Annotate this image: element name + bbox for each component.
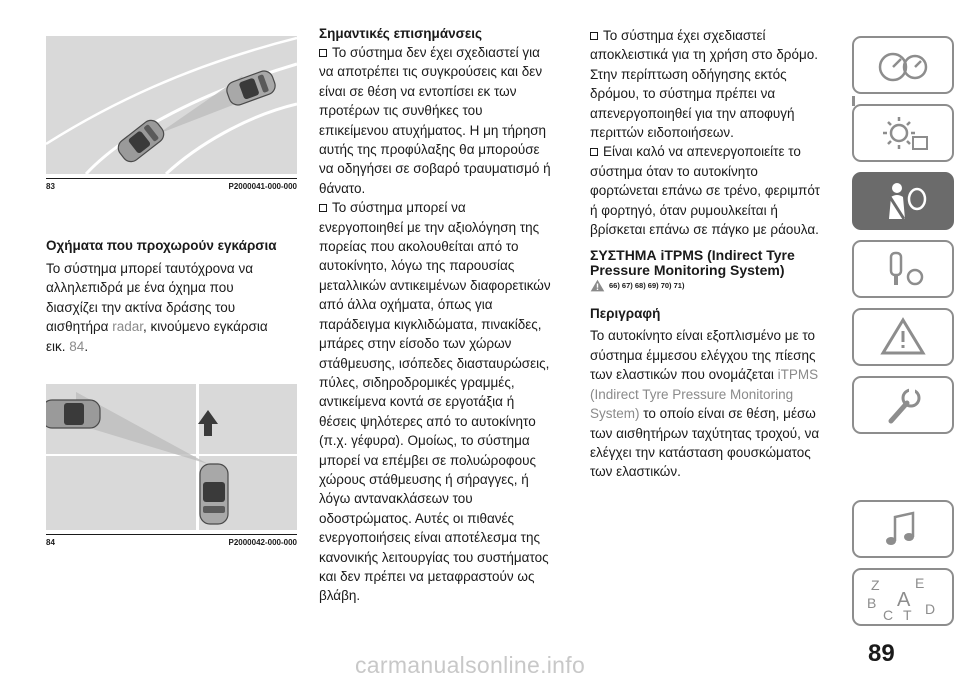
body-line: σύστημα όταν το αυτοκίνητο xyxy=(590,163,758,179)
body-line: θέσεις ψηλότερες από το αυτοκίνητο xyxy=(319,413,536,429)
music-icon xyxy=(873,507,933,551)
body-line: προτέρων τις συνθήκες του xyxy=(319,103,483,119)
body-line: οδοστρώματος. Αυτές οι πιθανές xyxy=(319,510,515,526)
body-line: αντικείμενα κοντά σε εργοτάξια ή xyxy=(319,394,515,410)
sidebar-tab-index[interactable] xyxy=(852,568,954,626)
body-line: δρόμου, το σύστημα πρέπει να xyxy=(590,86,776,102)
body-line: Το αυτοκίνητο είναι εξοπλισμένο με το xyxy=(590,328,816,344)
body-line: των ελαστικών. xyxy=(590,464,681,480)
checkbox-icon xyxy=(590,32,598,40)
tpms-heading-line: Pressure Monitoring System) xyxy=(590,262,785,279)
checkbox-icon xyxy=(319,49,327,57)
body-line: εικ. 84. xyxy=(46,338,89,354)
important-notes-section xyxy=(319,26,573,606)
crossing-car-illustration xyxy=(46,384,297,530)
crossing-vehicles-section xyxy=(46,238,301,356)
sidebar-tab-dashboard[interactable] xyxy=(852,36,954,94)
tpms-section xyxy=(590,26,845,482)
body-line: Είναι καλό να απενεργοποιείτε το xyxy=(590,142,845,161)
sidebar-tab-maintenance[interactable] xyxy=(852,376,954,434)
wrench-icon xyxy=(873,383,933,427)
body-line: κανονικής λειτουργίας του συστήματος xyxy=(319,549,549,565)
body-line: μπάρες στην είσοδο των χώρων xyxy=(319,336,512,352)
body-line: φορτώνεται επάνω σε τρένο, φεριμπότ xyxy=(590,183,820,199)
figure-divider xyxy=(46,178,297,179)
index-letter: T xyxy=(903,607,912,622)
body-line: από άλλα οχήματα, όπως για xyxy=(319,297,493,313)
figure-83-illustration xyxy=(46,36,297,174)
body-line: θάνατο. xyxy=(319,180,366,196)
body-line: Το σύστημα μπορεί να xyxy=(319,198,573,217)
index-letter: B xyxy=(867,595,877,611)
body-line: να αποτρέπει τις συγκρούσεις και δεν xyxy=(319,64,543,80)
warning-block-2 xyxy=(319,198,573,606)
figure-code: P2000042-000-000 xyxy=(228,538,297,547)
body-line: είναι σε θέση να εντοπίσει εκ των xyxy=(319,83,517,99)
figure-number: 84 xyxy=(46,538,55,547)
tpms-heading xyxy=(590,248,845,292)
body-line: και δεν πρέπει να μεταφραστούν ως xyxy=(319,568,535,584)
body-line: System) το οποίο είναι σε θέση, μέσω xyxy=(590,406,816,422)
body-line: λόγω αντανακλάσεων του xyxy=(319,491,473,507)
body-line: αλληλεπιδρά με ένα όχημα που xyxy=(46,280,234,296)
description-body xyxy=(590,326,845,481)
sidebar-tab-multimedia[interactable] xyxy=(852,500,954,558)
refs-text: 66) 67) 68) 69) 70) 71) xyxy=(609,281,685,291)
index-letter: D xyxy=(925,601,936,617)
body-line: των αισθητήρων ταχύτητας τροχού, να xyxy=(590,425,820,441)
checkbox-icon xyxy=(319,204,327,212)
cars-in-curve-illustration xyxy=(46,36,297,174)
checkbox-icon xyxy=(590,148,598,156)
lights-icon xyxy=(873,111,933,155)
description-heading: Περιγραφή xyxy=(590,306,661,322)
body-line: Το σύστημα μπορεί ταυτόχρονα να xyxy=(46,261,254,276)
body-line: ενεργοποιήσεις είναι αποτέλεσμα της xyxy=(319,530,540,546)
warning-triangle-icon xyxy=(590,279,605,292)
section-heading: Σημαντικές επισημάνσεις xyxy=(319,26,483,41)
warning-refs xyxy=(590,279,845,292)
body-line: Στην περίπτωση οδήγησης εκτός xyxy=(590,66,787,82)
body-line: ενεργοποιηθεί με την αξιολόγηση της xyxy=(319,219,540,235)
body-line: ή φορτηγό, όταν ρυμουλκείται ή xyxy=(590,202,778,218)
body-line: διασχίζει την ακτίνα δράσης του xyxy=(46,299,236,315)
body-line: επικείμενου ατυχήματος. Η μη τήρηση xyxy=(319,122,547,138)
body-line: βλάβη. xyxy=(319,588,361,604)
figure-divider xyxy=(46,534,297,535)
body-line: χώρους στάθμευσης ή σήραγγες, ή xyxy=(319,471,529,487)
figure-ref-84[interactable]: 84 xyxy=(69,338,85,354)
body-line: των ελαστικών που ονομάζεται iTPMS xyxy=(590,367,819,383)
body-line: στάθμευσης, ισόπεδες διασταυρώσεις, xyxy=(319,355,550,371)
figure-number: 83 xyxy=(46,182,55,191)
body-line: (Indirect Tyre Pressure Monitoring xyxy=(590,386,794,402)
body-line: απενεργοποιηθεί για την αποφυγή xyxy=(590,105,795,121)
warning-block-1 xyxy=(319,43,573,198)
body-line: πορείας που ακολουθείται από το xyxy=(319,239,519,255)
index-letter: A xyxy=(897,589,911,611)
watermark: carmanualsonline.info xyxy=(355,652,586,678)
sidebar-tab-warnings[interactable] xyxy=(852,308,954,366)
body-line: περιττών ειδοποιήσεων. xyxy=(590,125,734,141)
body-line: να οδηγήσει σε σοβαρό τραυματισμό ή xyxy=(319,161,551,177)
sidebar-tab-safety[interactable] xyxy=(852,172,954,230)
warning-block-4 xyxy=(590,142,845,239)
dashboard-icon xyxy=(873,45,933,85)
body-line: Το σύστημα δεν έχει σχεδιαστεί για xyxy=(319,43,573,62)
sidebar-connector xyxy=(852,96,855,106)
body-line: αυτοκίνητο, λόγω της παρουσίας xyxy=(319,258,515,274)
body-line: ελέγχει την κατάσταση φουσκώματος xyxy=(590,444,811,460)
sidebar-tab-starting[interactable] xyxy=(852,240,954,298)
figure-84-illustration xyxy=(46,384,297,530)
seatbelt-airbag-icon xyxy=(873,179,933,223)
body-line: αποκλειστικά για τη χρήση στο δρόμο. xyxy=(590,47,818,63)
body-line: βρίσκεται επάνω σε πάγκο με ράουλα. xyxy=(590,222,819,238)
body-line: παράδειγμα κιγκλιδώματα, πινακίδες, xyxy=(319,316,542,332)
body-line: πύλες, σιδηροδρομικές γραμμές, xyxy=(319,374,515,390)
body-line: αυτής της προφύλαξης θα μπορούσε xyxy=(319,142,540,158)
term-itpms: iTPMS xyxy=(777,367,819,383)
index-letter: C xyxy=(883,607,894,622)
body-line: αισθητήρα radar, κινούμενο εγκάρσια xyxy=(46,319,268,335)
body-line: μπορεί να επέμβει σε πολυώροφους xyxy=(319,452,536,468)
figure-83-caption xyxy=(46,182,297,191)
sidebar-tab-lights[interactable] xyxy=(852,104,954,162)
index-letters-icon xyxy=(863,572,943,622)
warning-triangle-icon xyxy=(873,315,933,359)
key-start-icon xyxy=(873,247,933,291)
figure-84-caption xyxy=(46,538,297,547)
tpms-heading-line: ΣΥΣΤΗΜΑ iTPMS (Indirect Tyre xyxy=(590,247,795,264)
index-letter: Z xyxy=(871,577,880,593)
page-number: 89 xyxy=(868,640,895,667)
body-line: σύστημα έμμεσου ελέγχου της πίεσης xyxy=(590,347,816,363)
figure-code: P2000041-000-000 xyxy=(228,182,297,191)
section-heading: Οχήματα που προχωρούν εγκάρσια xyxy=(46,238,277,253)
body-line: (π.χ. γέφυρα). Ομοίως, το σύστημα xyxy=(319,433,530,449)
body-line: μεταλλικών αντικειμένων διαφορετικών xyxy=(319,277,551,293)
term-radar: radar xyxy=(112,319,144,335)
index-letter: E xyxy=(915,575,925,591)
warning-block-3 xyxy=(590,26,845,142)
body-line: Το σύστημα έχει σχεδιαστεί xyxy=(590,26,845,45)
